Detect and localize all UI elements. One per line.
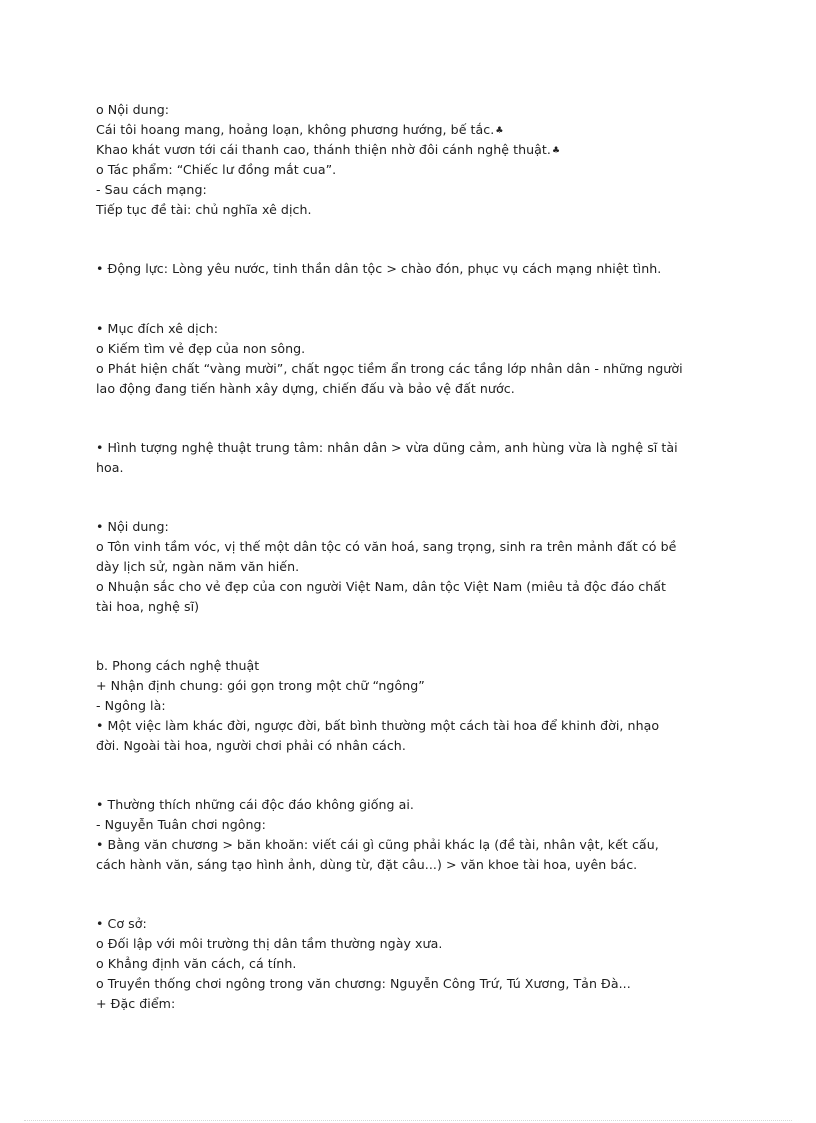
club-icon: ♣ <box>495 126 504 136</box>
text-line: o Tôn vinh tầm vóc, vị thế một dân tộc có văn hoá, sang trọng, sinh ra trên mảnh đất có bề <box>96 539 677 554</box>
page-bottom-divider <box>24 1120 792 1121</box>
club-icon: ♣ <box>551 146 561 156</box>
text-line: o Tác phẩm: “Chiếc lư đồng mắt cua”. <box>96 162 337 177</box>
text-line: cách hành văn, sáng tạo hình ảnh, dùng từ, đặt câu...) > văn khoe tài hoa, uyên bác. <box>96 857 638 872</box>
text-line-with-symbol <box>96 140 560 161</box>
text-line: + Đặc điểm: <box>96 996 176 1011</box>
text-line: tài hoa, nghệ sĩ) <box>96 599 200 614</box>
text-line: o Khẳng định văn cách, cá tính. <box>96 956 297 971</box>
text-line: • Thường thích những cái độc đáo không giống ai. <box>96 797 414 812</box>
text-line: - Nguyễn Tuân chơi ngông: <box>96 817 266 832</box>
text-line: đời. Ngoài tài hoa, người chơi phải có nhân cách. <box>96 738 406 753</box>
text-line: o Đối lập với môi trường thị dân tầm thường ngày xưa. <box>96 936 443 951</box>
text-line: b. Phong cách nghệ thuật <box>96 658 260 673</box>
text-line: dày lịch sử, ngàn năm văn hiến. <box>96 559 300 574</box>
text-line: Cái tôi hoang mang, hoảng loạn, không phương hướng, bế tắc. <box>96 122 495 137</box>
text-line: • Cơ sở: <box>96 916 147 931</box>
text-line: Khao khát vươn tới cái thanh cao, thánh thiện nhờ đôi cánh nghệ thuật. <box>96 142 551 157</box>
text-line: - Sau cách mạng: <box>96 182 207 197</box>
text-line: • Mục đích xê dịch: <box>96 321 219 336</box>
text-line: + Nhận định chung: gói gọn trong một chữ “ngông” <box>96 678 425 693</box>
text-line: - Ngông là: <box>96 698 166 713</box>
text-line: • Hình tượng nghệ thuật trung tâm: nhân dân > vừa dũng cảm, anh hùng vừa là nghệ sĩ tài <box>96 440 678 455</box>
text-line: lao động đang tiến hành xây dựng, chiến đấu và bảo vệ đất nước. <box>96 381 515 396</box>
text-line: o Nội dung: <box>96 102 170 117</box>
text-line: • Động lực: Lòng yêu nước, tinh thần dân tộc > chào đón, phục vụ cách mạng nhiệt tình. <box>96 261 662 276</box>
text-line: • Một việc làm khác đời, ngược đời, bất bình thường một cách tài hoa để khinh đời, nhạo <box>96 718 660 733</box>
text-line: o Kiếm tìm vẻ đẹp của non sông. <box>96 341 306 356</box>
text-line: hoa. <box>96 460 124 475</box>
text-line: o Phát hiện chất “vàng mười”, chất ngọc tiềm ẩn trong các tầng lớp nhân dân - những người <box>96 361 683 376</box>
text-line-with-symbol <box>96 120 503 141</box>
text-line: • Nội dung: <box>96 519 169 534</box>
text-line: • Bằng văn chương > băn khoăn: viết cái gì cũng phải khác lạ (đề tài, nhân vật, kết cấu, <box>96 837 659 852</box>
text-line: Tiếp tục đề tài: chủ nghĩa xê dịch. <box>96 202 312 217</box>
text-line: o Nhuận sắc cho vẻ đẹp của con người Việt Nam, dân tộc Việt Nam (miêu tả độc đáo chất <box>96 579 667 594</box>
text-line: o Truyền thống chơi ngông trong văn chương: Nguyễn Công Trứ, Tú Xương, Tản Đà... <box>96 976 631 991</box>
